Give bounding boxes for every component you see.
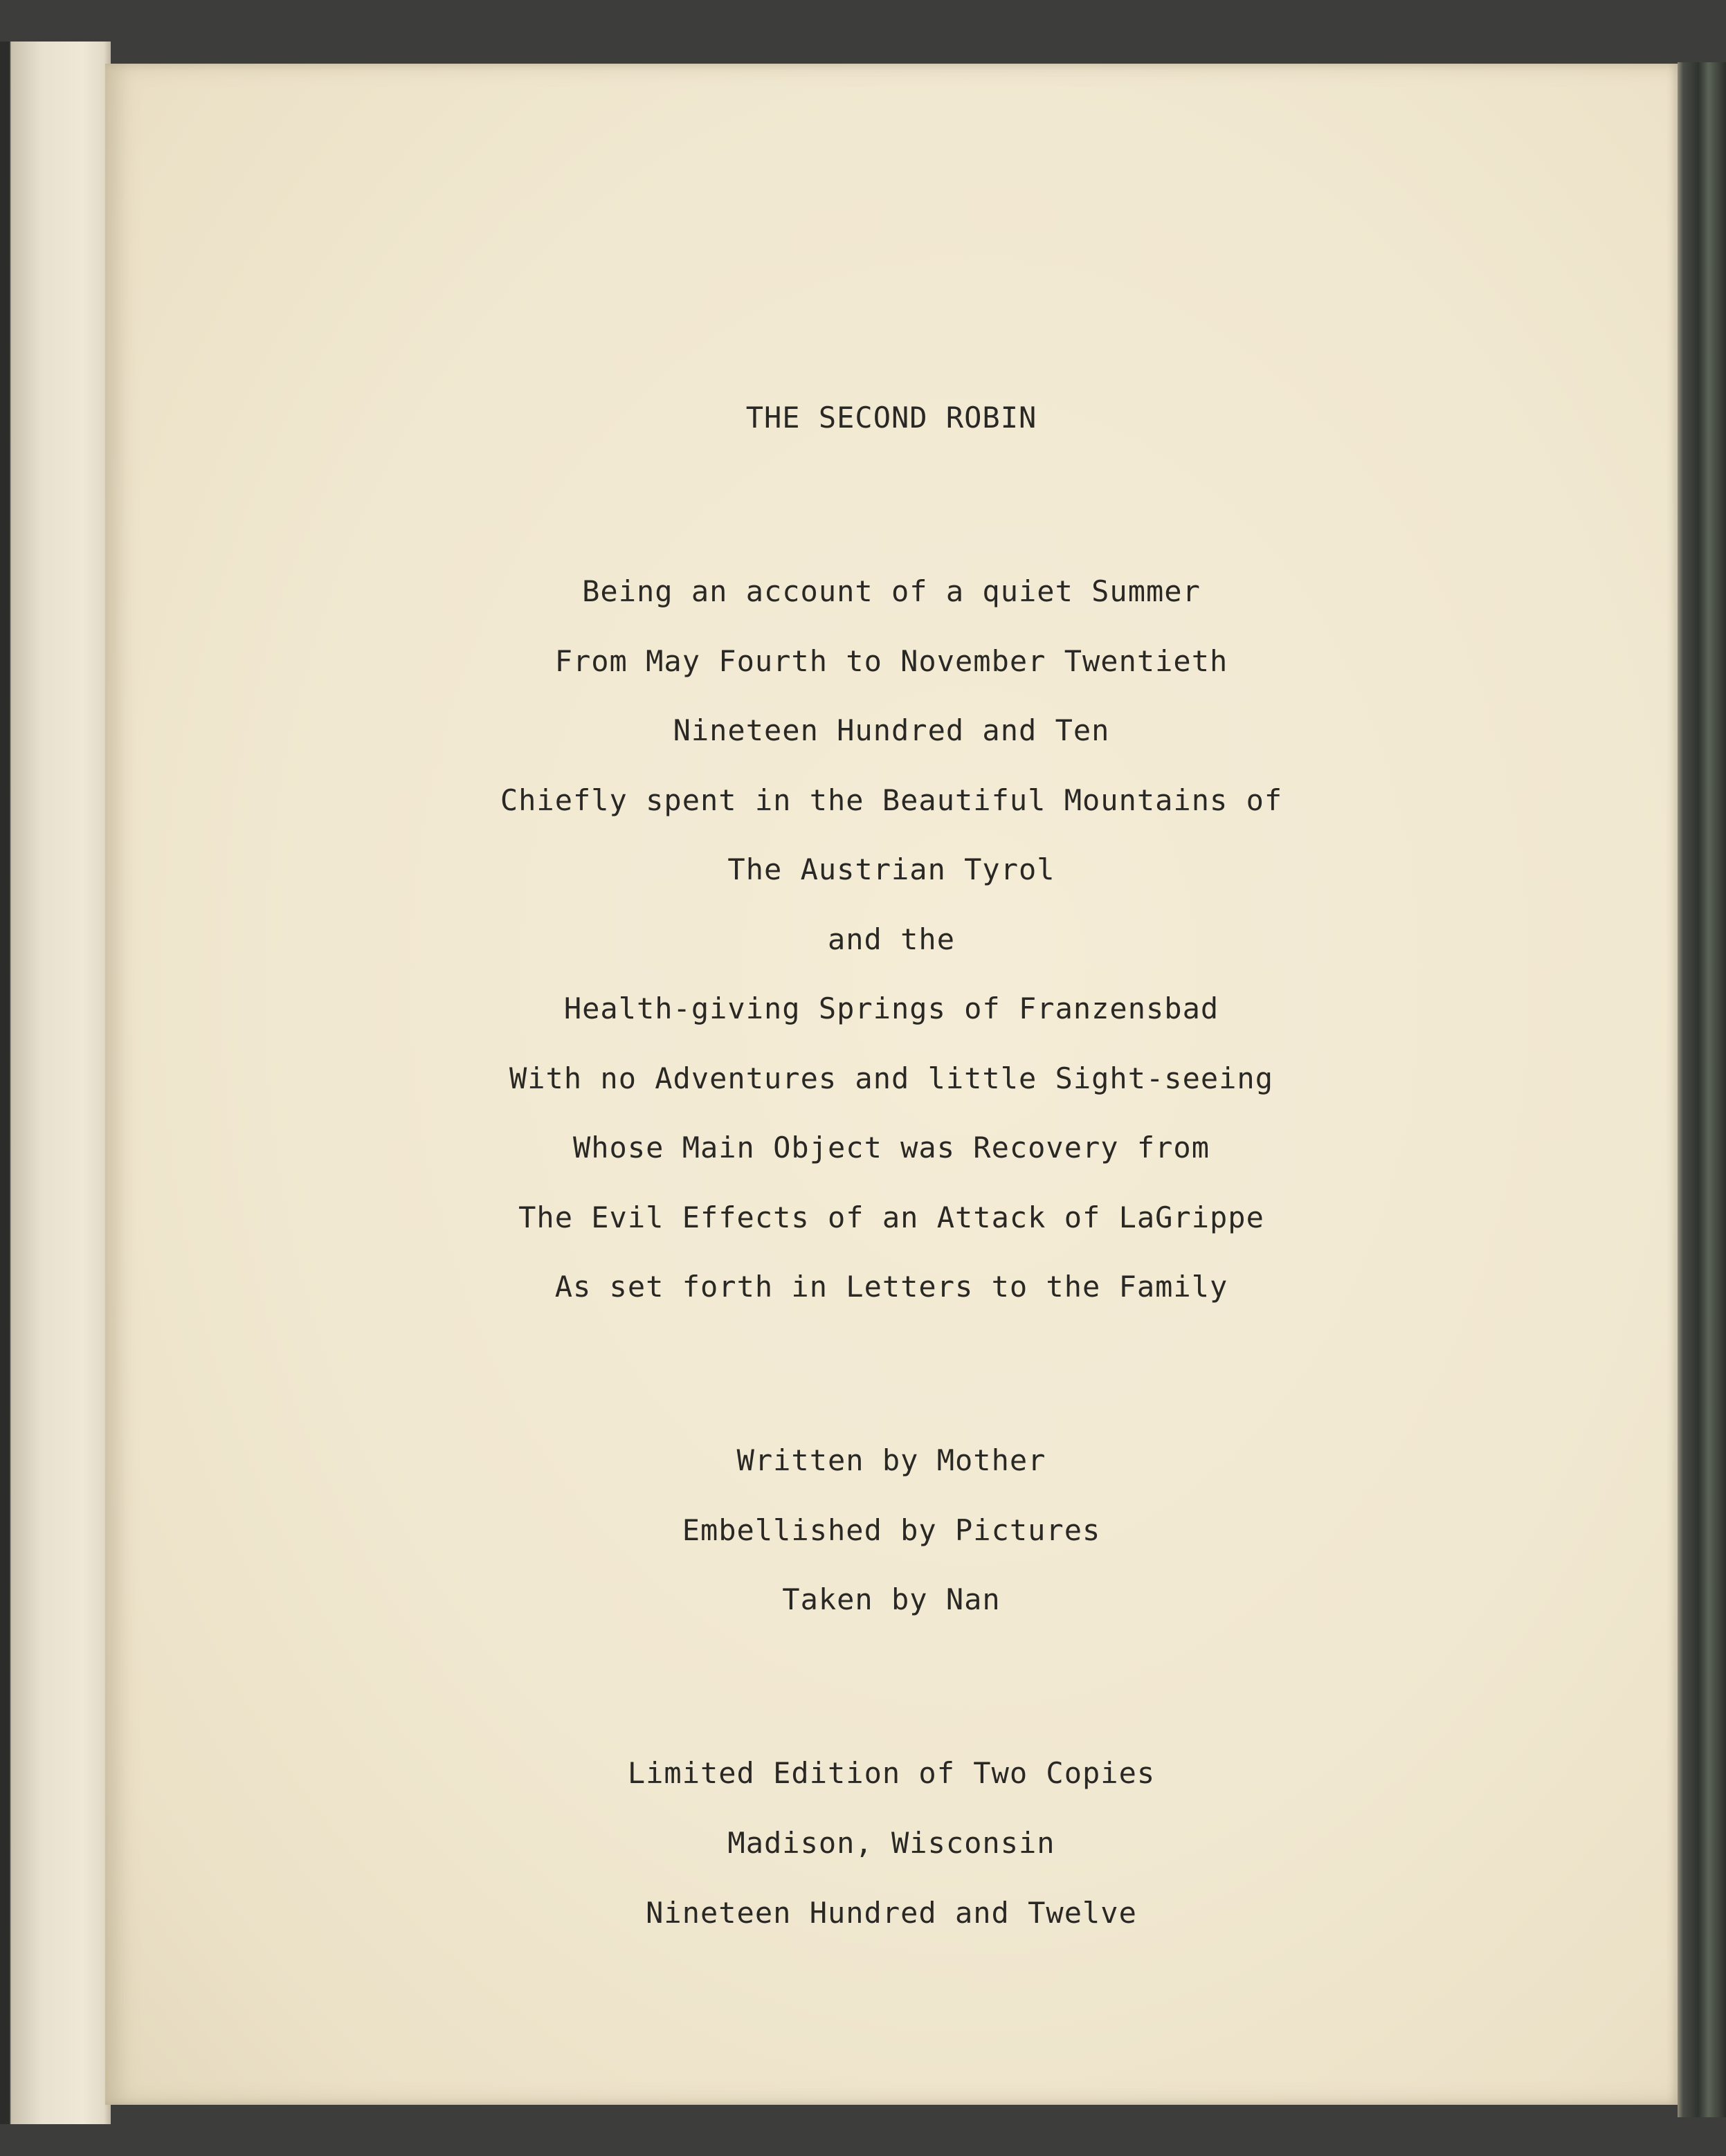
description-line: Whose Main Object was Recovery from	[572, 1131, 1210, 1164]
description-line: Being an account of a quiet Summer	[582, 574, 1201, 608]
book-binding-edge	[1678, 62, 1726, 2117]
description-line: Health-giving Springs of Franzensbad	[563, 992, 1219, 1025]
description-line: From May Fourth to November Twentieth	[554, 644, 1228, 678]
left-page-edge	[0, 42, 111, 2124]
description-line: As set forth in Letters to the Family	[554, 1270, 1228, 1304]
description-line: The Austrian Tyrol	[727, 852, 1055, 886]
description-line: Nineteen Hundred and Ten	[673, 713, 1110, 747]
description-line: The Evil Effects of an Attack of LaGrippe	[518, 1200, 1264, 1234]
description-line: Chiefly spent in the Beautiful Mountains of	[500, 783, 1283, 817]
title-page-content	[105, 64, 1678, 2105]
title-page	[105, 64, 1678, 2105]
description-line: and the	[827, 922, 955, 956]
description-line: With no Adventures and little Sight-seeing	[509, 1061, 1274, 1095]
credit-line: Embellished by Pictures	[682, 1513, 1101, 1547]
imprint-line: Nineteen Hundred and Twelve	[646, 1896, 1137, 1930]
book-title: THE SECOND ROBIN	[745, 401, 1037, 435]
imprint-line: Madison, Wisconsin	[727, 1826, 1055, 1860]
credit-line: Taken by Nan	[782, 1582, 1001, 1616]
credit-line: Written by Mother	[736, 1443, 1046, 1477]
imprint-line: Limited Edition of Two Copies	[627, 1756, 1156, 1790]
